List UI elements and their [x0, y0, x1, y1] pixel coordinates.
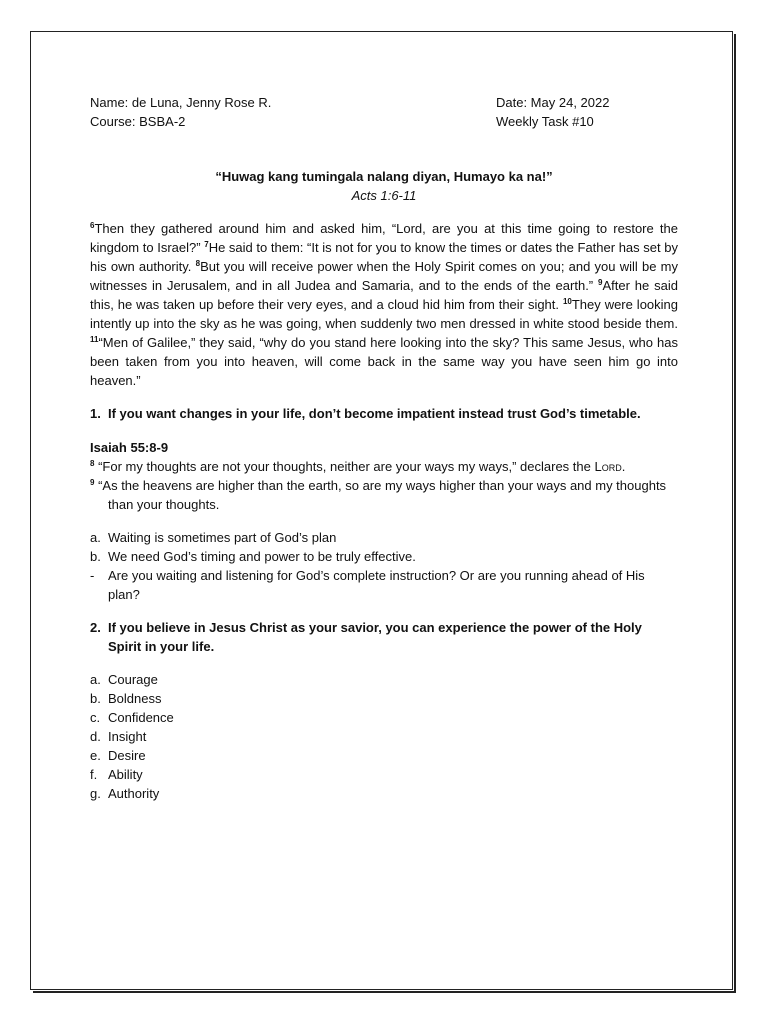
isaiah-verse-9: $^9$ “As the heavens are higher than the earth, so are my ways higher than your ways and my thoughts than your thoughts. — [90, 478, 667, 512]
document-title: “Huwag kang tumingala nalang diyan, Humayo ka na!” — [215, 169, 553, 184]
list-item: b. Boldness — [90, 691, 162, 706]
isaiah-heading: Isaiah 55:8-9 — [90, 440, 169, 455]
list-item: e. Desire — [90, 748, 146, 763]
verse-text: Then they gathered around him and asked him, “Lord, are you at this time going to restore the kingdom to Israel?” — [90, 221, 678, 255]
list-item: c. Confidence — [90, 710, 174, 725]
verse-number: 8 — [90, 459, 95, 468]
verse-text: They were looking intently up into the sky as he was going, when suddenly two men dressed in white stood beside them. — [90, 297, 678, 331]
task-date: Date: May 24, 2022 — [496, 95, 610, 110]
point-number: 2. — [90, 620, 101, 635]
verse-number: 6 — [90, 221, 95, 230]
list-item: g. Authority — [90, 786, 160, 801]
lord-smallcaps: Lord — [594, 459, 622, 474]
isaiah-verse-8: $^8$ “For my thoughts are not your thoughts, neither are your ways my ways,” declares the Lord. — [90, 459, 626, 474]
scripture-reference: Acts 1:6-11 — [351, 188, 417, 203]
point-number: 1. — [90, 406, 101, 421]
student-name: Name: de Luna, Jenny Rose R. — [90, 95, 272, 110]
verse-number: 8 — [195, 259, 201, 268]
point-2-heading — [90, 618, 678, 656]
point-text: If you want changes in your life, don’t become impatient instead trust God’s timetable. — [108, 406, 641, 421]
verse-number: 7 — [204, 240, 209, 249]
list-item: a. Courage — [90, 672, 158, 687]
list-item: a. Waiting is sometimes part of God’s plan — [90, 530, 337, 545]
verse-text: After he said this, he was taken up before their very eyes, and a cloud hid him from their sight. — [90, 278, 678, 312]
verse-text: “Men of Galilee,” they said, “why do you stand here looking into the sky? This same Jesus, who has been taken from you into heaven, will come back in the same way you have seen him go into heaven.” — [90, 335, 678, 388]
list-item: f. Ability — [90, 767, 143, 782]
list-item: - Are you waiting and listening for God’s complete instruction? Or are you running ahead of His plan? — [90, 568, 645, 602]
task-number: Weekly Task #10 — [496, 114, 594, 129]
point-text: If you believe in Jesus Christ as your savior, you can experience the power of the Holy Spirit in your life. — [108, 620, 642, 654]
verse-number: 9 — [598, 278, 603, 287]
verse-text: But you will receive power when the Holy Spirit comes on you; and you will be my witnesses in Jerusalem, and in all Judea and Samaria, and to the ends of the earth.” — [90, 259, 679, 293]
header-block — [90, 93, 678, 133]
scripture-passage — [90, 219, 678, 390]
list-item: d. Insight — [90, 729, 147, 744]
document-content — [90, 93, 678, 803]
verse-text: He said to them: “It is not for you to know the times or dates the Father has set by his own authority. — [90, 240, 678, 274]
verse-number: 9 — [90, 478, 95, 487]
student-course: Course: BSBA-2 — [90, 114, 186, 129]
list-item: b. We need God’s timing and power to be truly effective. — [90, 549, 416, 564]
verse-number: 11 — [90, 335, 99, 344]
list-waiting — [90, 528, 678, 604]
point-1-heading — [90, 404, 678, 423]
list-spirit-power — [90, 670, 678, 803]
verse-number: 10 — [562, 297, 572, 306]
